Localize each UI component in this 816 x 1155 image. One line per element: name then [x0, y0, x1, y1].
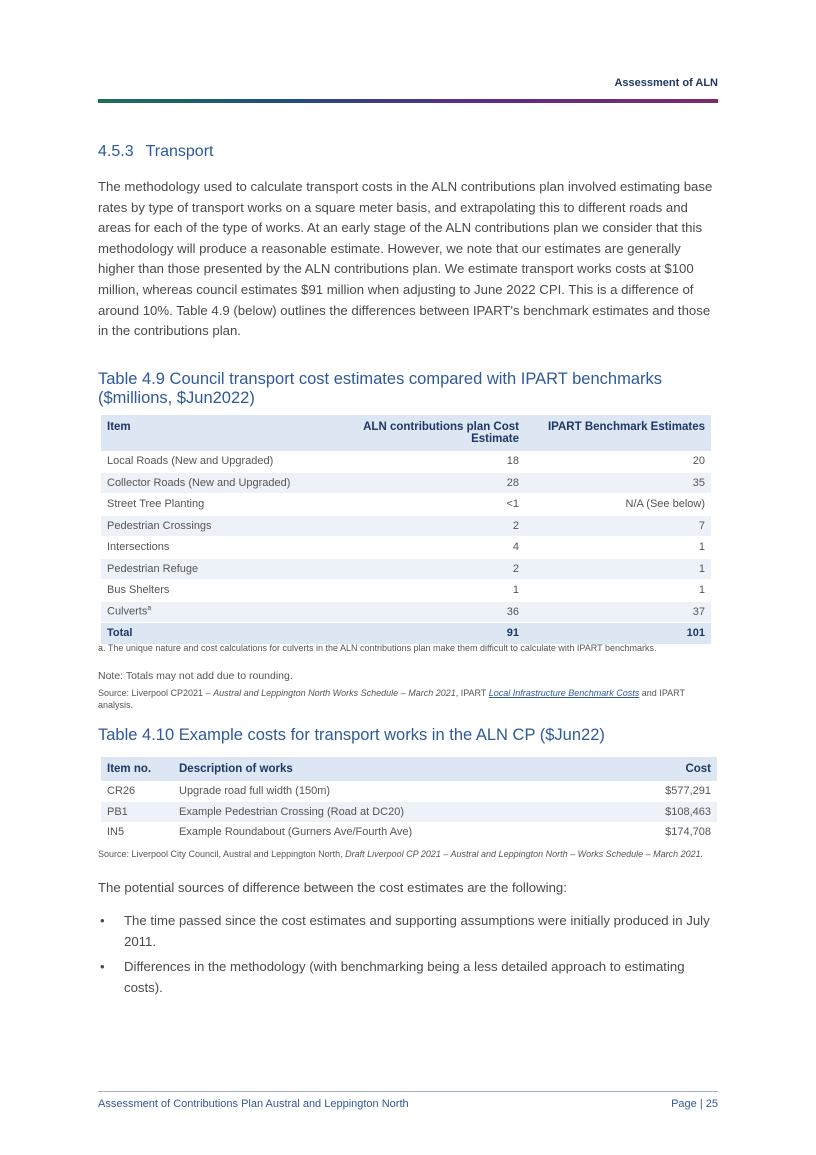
section-paragraph: The methodology used to calculate transport costs in the ALN contributions plan involved estimating base rates by type of transport works on a square meter basis, and extrapolating this to different roads and areas for each of the type of works. At an early stage of the ALN contributions plan we consider that this methodology will produce a reasonable estimate. However, we note that our estimates are generally higher than those presented by the ALN contributions plan. We estimate transport works costs at $100 million, whereas council estimates $91 million when adjusting to June 2022 CPI. This is a difference of around 10%. Table 4.9 (below) outlines the differences between IPART's benchmark estimates and those in the contributions plan.: [98, 179, 713, 339]
table2-title: Table 4.10 Example costs for transport works in the ALN CP ($Jun22): [98, 726, 605, 744]
col-item: Item: [101, 415, 333, 451]
table1-note: Note: Totals may not add due to rounding.: [98, 670, 293, 682]
cell-description: Example Roundabout (Gurners Ave/Fourth Ave): [173, 822, 605, 843]
list-item: • The time passed since the cost estimates and supporting assumptions were initially produced in July 2011.: [98, 911, 718, 952]
col-aln-estimate: ALN contributions plan Cost Estimate: [333, 415, 525, 451]
source-link[interactable]: Local Infrastructure Benchmark Costs: [488, 688, 640, 698]
source-prefix: Source: Liverpool City Council, Austral and Leppington North,: [98, 849, 346, 859]
cell-item: Local Roads (New and Upgraded): [101, 451, 333, 472]
cell-total-ipart: 101: [525, 623, 711, 645]
cell-item: Collector Roads (New and Upgraded): [101, 472, 333, 494]
cell-description: Upgrade road full width (150m): [173, 781, 605, 802]
table-total-row: [101, 623, 711, 645]
cell-item: Pedestrian Refuge: [101, 558, 333, 580]
table-row: [101, 537, 711, 559]
cell-ipart: 35: [525, 472, 711, 494]
table-row: [101, 601, 711, 623]
footnote-marker: a: [147, 605, 152, 613]
cell-cost: $577,291: [605, 781, 717, 802]
cell-ipart: 20: [525, 451, 711, 472]
source-suffix: and IPART analysis.: [98, 688, 685, 710]
cell-aln: 28: [333, 472, 525, 494]
table-row: [101, 580, 711, 602]
table1-title: Table 4.9 Council transport cost estimates compared with IPART benchmarks ($millions, $Jun2022): [98, 370, 663, 407]
cell-ipart: 37: [525, 601, 711, 623]
cell-total-label: Total: [101, 623, 333, 645]
table1-footnote-a: a. The unique nature and cost calculations for culverts in the ALN contributions plan make them difficult to calculate with IPART benchmarks.: [98, 643, 657, 653]
cell-description: Example Pedestrian Crossing (Road at DC20): [173, 802, 605, 823]
table-row: [101, 451, 711, 472]
closing-intro: The potential sources of difference between the cost estimates are the following:: [98, 880, 567, 895]
cell-ipart: 1: [525, 537, 711, 559]
col-item-no: Item no.: [101, 757, 173, 781]
col-description: Description of works: [173, 757, 605, 781]
header-title: Assessment of ALN: [614, 77, 718, 89]
cell-item-no: CR26: [101, 781, 173, 802]
footer-rule: [98, 1091, 718, 1092]
example-costs-table: [101, 757, 717, 843]
cell-aln: 18: [333, 451, 525, 472]
section-heading: [98, 143, 213, 161]
table-row: [101, 494, 711, 516]
transport-cost-table: [101, 415, 711, 645]
cell-aln: 1: [333, 580, 525, 602]
table-row: [101, 558, 711, 580]
source-prefix: Source: Liverpool CP2021 –: [98, 688, 214, 698]
cell-item-no: IN5: [101, 822, 173, 843]
table-row: [101, 781, 717, 802]
cell-ipart: N/A (See below): [525, 494, 711, 516]
table2-source: [98, 849, 718, 861]
footer-page-number: Page | 25: [671, 1098, 718, 1110]
cell-total-aln: 91: [333, 623, 525, 645]
table-row: [101, 472, 711, 494]
cell-cost: $108,463: [605, 802, 717, 823]
cell-aln: 4: [333, 537, 525, 559]
source-italic: Austral and Leppington North Works Schedule – March 2021: [213, 688, 456, 698]
table-row: [101, 515, 711, 537]
source-mid: , IPART: [455, 688, 489, 698]
cell-item: Intersections: [101, 537, 333, 559]
source-italic: Draft Liverpool CP 2021 – Austral and Leppington North – Works Schedule – March 2021.: [345, 849, 704, 859]
cell-item: Bus Shelters: [101, 580, 333, 602]
cell-ipart: 1: [525, 580, 711, 602]
cell-item: [101, 601, 333, 623]
cell-aln: 2: [333, 515, 525, 537]
list-item: • Differences in the methodology (with benchmarking being a less detailed approach to estimating costs).: [98, 957, 718, 998]
table-row: [101, 802, 717, 823]
cell-aln: <1: [333, 494, 525, 516]
cell-item-no: PB1: [101, 802, 173, 823]
col-cost: Cost: [605, 757, 717, 781]
table1-source: [98, 688, 718, 711]
cell-ipart: 7: [525, 515, 711, 537]
difference-list: [98, 911, 718, 1003]
table-header-row: [101, 415, 711, 451]
cell-item: Pedestrian Crossings: [101, 515, 333, 537]
table-row: [101, 822, 717, 843]
section-title: Transport: [145, 143, 214, 160]
header-rule: [98, 99, 718, 103]
cell-item: Street Tree Planting: [101, 494, 333, 516]
culverts-label: Culverts: [107, 606, 148, 619]
col-ipart-estimate: IPART Benchmark Estimates: [525, 415, 711, 451]
cell-aln: 2: [333, 558, 525, 580]
cell-aln: 36: [333, 601, 525, 623]
section-number: 4.5.3: [98, 143, 134, 160]
table-header-row: [101, 757, 717, 781]
footer-document-title: Assessment of Contributions Plan Austral and Leppington North: [98, 1098, 409, 1110]
cell-cost: $174,708: [605, 822, 717, 843]
cell-ipart: 1: [525, 558, 711, 580]
